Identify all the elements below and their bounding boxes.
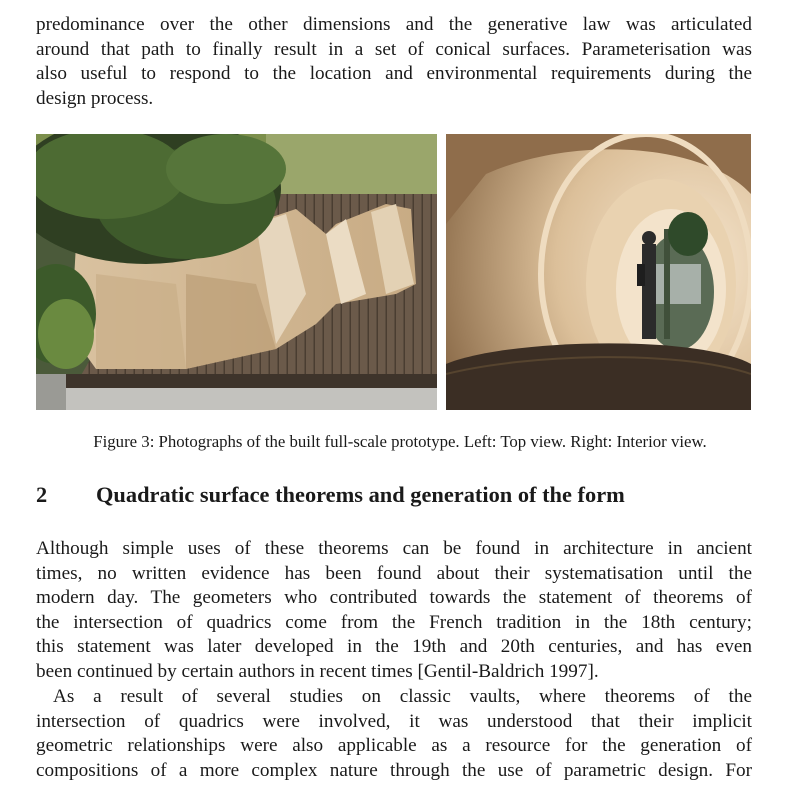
- para1-line-6: been continued by certain authors in recent times [Gentil-Baldrich 1997].: [36, 660, 599, 682]
- para1-line-4: the intersection of quadrics come from the French tradition in the 18th century;: [36, 611, 752, 633]
- para1-line-2: times, no written evidence has been found about their systematisation until the: [36, 562, 752, 584]
- para1-line-5: this statement was later developed in the 19th and 20th centuries, and has even: [36, 636, 752, 657]
- top-view-illustration: [36, 134, 437, 410]
- intro-line-3: also useful to respond to the location and environmental requirements during the: [36, 63, 752, 84]
- para2-line-2: intersection of quadrics were involved, it was understood that their implicit: [36, 710, 752, 732]
- intro-line-4: design process.: [36, 87, 154, 109]
- body-paragraph-2: [36, 685, 752, 783]
- photo-top-view: [36, 134, 437, 410]
- intro-paragraph: [36, 13, 752, 111]
- body-paragraph-1: [36, 537, 752, 684]
- interior-view-illustration: [446, 134, 751, 410]
- section-title: Quadratic surface theorems and generation of the form: [96, 482, 625, 507]
- para1-line-3: modern day. The geometers who contributed towards the statement of theorems of: [36, 587, 752, 608]
- para1-line-1: Although simple uses of these theorems can be found in architecture in ancient: [36, 538, 752, 559]
- para2-line-3: geometric relationships were also applicable as a resource for the generation of: [36, 735, 752, 756]
- intro-line-1: predominance over the other dimensions and the generative law was articulated: [36, 14, 752, 35]
- para2-line-1: As a result of several studies on classic vaults, where theorems of the: [53, 686, 752, 707]
- section-heading: [36, 480, 752, 510]
- photo-interior-view: [446, 134, 751, 410]
- para2-line-4: compositions of a more complex nature through the use of parametric design. For: [36, 759, 752, 781]
- intro-line-2: around that path to finally result in a set of conical surfaces. Parameterisation was: [36, 38, 752, 60]
- figure-caption: Figure 3: Photographs of the built full-scale prototype. Left: Top view. Right: Interior view.: [93, 432, 707, 451]
- section-number: 2: [36, 482, 48, 507]
